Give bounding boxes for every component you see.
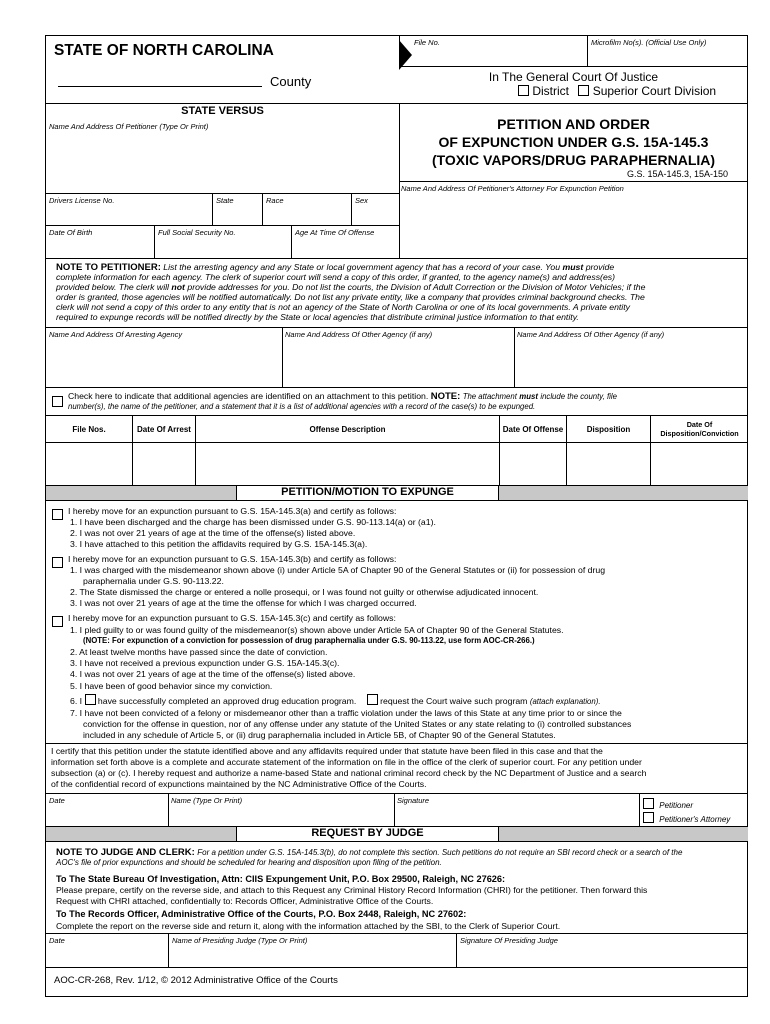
other-agency-1-label: Name And Address Of Other Agency (if any): [285, 330, 433, 339]
certify-line-1: I certify that this petition under the statute identified above and any affidavits required under that statute have been filed in this case and that the: [51, 746, 603, 756]
option-c-item-4: 4. I was not over 21 years of age at the time of the offense(s) listed above.: [70, 669, 356, 679]
waive-program-note: (attach explanation).: [529, 697, 601, 706]
note-text-3c: provide addresses for you. Do not list the courts, the Division of Adult Correction or the Division of Motor Vehicles; if the: [187, 282, 646, 292]
option-c-item-3: 3. I have not received a previous expunction under G.S. 15A-145.3(c).: [70, 658, 340, 668]
sbi-line-2: Request with CHRI attached, confidentially to: Records Officer, Administrative Office of the Courts.: [56, 896, 434, 906]
title-line-3: (TOXIC VAPORS/DRUG PARAPHERNALIA): [431, 152, 716, 168]
superior-label: Superior Court Division: [592, 84, 717, 98]
arresting-agency-label: Name And Address Of Arresting Agency: [49, 330, 183, 339]
state-label: State: [216, 196, 234, 205]
state-title: STATE OF NORTH CAROLINA: [54, 42, 274, 59]
file-no-label: File No.: [414, 38, 440, 47]
sbi-heading: To The State Bureau Of Investigation, Attn: CIIS Expungement Unit, P.O. Box 29500, Raleigh, NC 27626:: [56, 874, 506, 884]
judge-note-heading: NOTE TO JUDGE AND CLERK:: [56, 847, 195, 858]
certify-line-2: information set forth above is a complete and accurate statement of the information on file in the office of the clerk of superior court. For any petition under: [51, 757, 642, 767]
option-c-note: (NOTE: For expunction of a conviction for possession of drug paraphernalia under G.S. 90-113.22, use form AOC-CR-266.): [83, 636, 535, 645]
option-c-item-6-prefix: 6. I: [70, 696, 83, 706]
attachment-checkbox[interactable]: [52, 396, 63, 407]
other-agency-2-label: Name And Address Of Other Agency (if any): [517, 330, 665, 339]
cert-name-label: Name (Type Or Print): [171, 796, 243, 805]
option-b-checkbox[interactable]: [52, 557, 63, 568]
col-disposition: Disposition: [586, 424, 631, 434]
note-must: must: [562, 262, 584, 272]
option-a-item-1: 1. I have been discharged and the charge has been dismissed under G.S. 90-113.14(a) or (a1).: [70, 517, 436, 527]
judge-signature-label: Signature Of Presiding Judge: [460, 936, 558, 945]
file-no-field[interactable]: [414, 46, 586, 64]
option-a-checkbox[interactable]: [52, 509, 63, 520]
superior-checkbox[interactable]: [578, 85, 589, 96]
district-checkbox[interactable]: [518, 85, 529, 96]
attachment-text-c: The attachment: [462, 392, 517, 401]
option-c-item-5: 5. I have been of good behavior since my conviction.: [70, 681, 273, 691]
judge-note-line-1: [56, 847, 682, 858]
judge-date-label: Date: [49, 936, 65, 945]
arresting-agency-field[interactable]: [48, 340, 280, 386]
program-completed-label: have successfully completed an approved drug education program.: [97, 696, 357, 706]
note-not: not: [171, 282, 185, 292]
option-a-checkbox-wrap: [52, 506, 63, 524]
petitioner-name-field[interactable]: [49, 132, 397, 192]
option-a-item-2: 2. I was not over 21 years of age at the time of the offense(s) listed above.: [70, 528, 356, 538]
option-c-item-7c: included in any schedule of Article 5, or (ii) drug paraphernalia included in Article 5B, of Chapter 90 of the General Statutes.: [83, 730, 556, 740]
cert-name-field[interactable]: [170, 806, 392, 824]
col-offense-desc: Offense Description: [309, 424, 386, 434]
option-c-item-6: [70, 694, 601, 707]
option-c-checkbox[interactable]: [52, 616, 63, 627]
ssn-label: Full Social Security No.: [158, 228, 236, 237]
dob-label: Date Of Birth: [49, 228, 93, 237]
cert-signature-field[interactable]: [396, 806, 637, 824]
attorney-option-label: Petitioner's Attorney: [659, 815, 731, 824]
petitioner-option: [643, 798, 693, 810]
sex-label: Sex: [355, 196, 368, 205]
petition-section-title: PETITION/MOTION TO EXPUNGE: [236, 485, 499, 501]
option-a-item-3: 3. I have attached to this petition the affidavits required by G.S. 15A-145.3(a).: [70, 539, 368, 549]
note-line-6: required to expunge records will be notified directly by the State or local agencies that distribute criminal justice information to that entity.: [56, 312, 579, 322]
option-c-checkbox-wrap: [52, 613, 63, 631]
waive-program-label: request the Court waive such program: [380, 696, 528, 706]
note-line-3: [56, 282, 645, 292]
statute-ref: G.S. 15A-145.3, 15A-150: [627, 169, 729, 179]
note-provide: provide: [585, 262, 615, 272]
note-heading: NOTE TO PETITIONER:: [56, 262, 161, 273]
district-label: District: [532, 84, 570, 98]
age-label: Age At Time Of Offense: [295, 228, 375, 237]
request-section-title: REQUEST BY JUDGE: [236, 826, 499, 842]
title-line-2: OF EXPUNCTION UNDER G.S. 15A-145.3: [438, 134, 709, 150]
title-line-1: PETITION AND ORDER: [497, 116, 650, 132]
certify-line-4: of the confidential record of expunctions maintained by the NC Administrative Office of the Courts.: [51, 779, 427, 789]
attachment-note: NOTE:: [430, 391, 461, 402]
petitioner-name-label: Name And Address Of Petitioner (Type Or Print): [49, 122, 209, 131]
county-label: County: [270, 74, 312, 89]
petitioner-option-label: Petitioner: [659, 801, 694, 810]
cert-date-field[interactable]: [48, 806, 166, 824]
judge-note-line-2: AOC's file of prior expunctions and should be scheduled for hearing and disposition upon filing of the petition.: [56, 858, 442, 867]
col-date-arrest: Date Of Arrest: [137, 424, 191, 434]
judge-name-field[interactable]: [170, 946, 454, 966]
attorney-field[interactable]: [401, 194, 746, 256]
court-label: In The General Court Of Justice: [488, 70, 659, 84]
col-date-offense: Date Of Offense: [502, 424, 564, 434]
judge-note-text: For a petition under G.S. 15A-145.3(b), do not complete this section. Such petitions do not require an SBI record check or a search of the: [197, 848, 683, 857]
other-agency-1-field[interactable]: [284, 340, 512, 386]
attorney-option: [643, 812, 730, 824]
judge-name-label: Name of Presiding Judge (Type Or Print): [172, 936, 308, 945]
attachment-must: must: [519, 392, 538, 401]
microfilm-label: Microfilm No(s). (Official Use Only): [591, 38, 707, 47]
option-c-item-7a: 7. I have not been convicted of a felony or misdemeanor other than a traffic violation under the laws of this State at any time prior to or since the: [70, 708, 622, 718]
records-officer-line: Complete the report on the reverse side and return it, along with the information attached by the SBI, to the Clerk of Superior Court.: [56, 921, 561, 931]
other-agency-2-field[interactable]: [516, 340, 746, 386]
petitioner-checkbox[interactable]: [643, 798, 654, 809]
request-section-bar: [46, 826, 748, 842]
note-line-2: complete information for each agency. The clerk of superior court will send a copy of this order, if granted, to the agency name(s) and address(es): [56, 272, 616, 282]
drivers-license-label: Drivers License No.: [49, 196, 115, 205]
option-b-item-2: 2. The State dismissed the charge or entered a nolle prosequi, or I was found not guilty or otherwise adjudicated innocent.: [70, 587, 539, 597]
option-c-item-2: 2. At least twelve months have passed since the date of conviction.: [70, 647, 328, 657]
attachment-text-e: include the county, file: [540, 392, 617, 401]
petition-form: [45, 35, 748, 997]
race-label: Race: [266, 196, 284, 205]
option-c-item-1: 1. I pled guilty to or was found guilty of the misdemeanor(s) shown above under Article 5A of Chapter 90 of the General Statutes.: [70, 625, 564, 635]
sbi-line-1: Please prepare, certify on the reverse side, and attach to this Request any Criminal History Record Information (CHRI) for the petitioner. Then forward this: [56, 885, 648, 895]
option-c-heading: I hereby move for an expunction pursuant to G.S. 15A-145.3(c) and certify as follows:: [68, 613, 396, 623]
judge-signature-field[interactable]: [458, 946, 746, 966]
county-line[interactable]: [58, 86, 262, 87]
attachment-line-1: [68, 391, 617, 402]
table-row[interactable]: [47, 443, 747, 485]
note-line-5: clerk will not send a copy of this order to any entity that is not an agency of the State of North Carolina or one of its local governments. A private entity: [56, 302, 630, 312]
option-b-item-1b: paraphernalia under G.S. 90-113.22.: [83, 576, 224, 586]
attachment-checkbox-wrap: [52, 393, 63, 411]
option-a-heading: I hereby move for an expunction pursuant to G.S. 15A-145.3(a) and certify as follows:: [68, 506, 397, 516]
waive-program-checkbox[interactable]: [367, 694, 378, 705]
note-text-3a: provided below. The clerk will: [56, 282, 169, 292]
attachment-line-2: number(s), the name of the petitioner, and a statement that it is a list of additional agencies with a record of the case(s) to be expunged.: [68, 402, 536, 411]
certify-line-3: subsection (a) or (c). I hereby request and authorize a name-based State and national criminal record check by the NC Department of Justice and a search: [51, 768, 647, 778]
note-text-1: List the arresting agency and any State or local government agency that has a record of your case. You: [163, 262, 561, 272]
state-versus: STATE VERSUS: [181, 105, 264, 117]
col-file-nos: File Nos.: [72, 424, 106, 434]
form-title: [399, 115, 748, 169]
option-c-item-7b: conviction for the offense in question, nor of any offense under any statute of the United States or any state relating to (i) controlled substances: [83, 719, 632, 729]
attachment-text: Check here to indicate that additional agencies are identified on an attachment to this petition.: [68, 391, 429, 401]
cert-date-label: Date: [49, 796, 65, 805]
judge-date-field[interactable]: [48, 946, 166, 966]
col-date-disposition: Date Of Disposition/Conviction: [660, 420, 739, 438]
attorney-label: Name And Address Of Petitioner's Attorney For Expunction Petition: [401, 184, 624, 193]
records-officer-heading: To The Records Officer, Administrative Office of the Courts, P.O. Box 2448, Raleigh, NC 27602:: [56, 909, 467, 919]
attorney-checkbox[interactable]: [643, 812, 654, 823]
option-b-heading: I hereby move for an expunction pursuant to G.S. 15A-145.3(b) and certify as follows:: [68, 554, 397, 564]
form-footer: AOC-CR-268, Rev. 1/12, © 2012 Administrative Office of the Courts: [54, 975, 338, 986]
option-b-checkbox-wrap: [52, 554, 63, 572]
division-options: [518, 84, 716, 98]
program-completed-checkbox[interactable]: [85, 694, 96, 705]
cert-signature-label: Signature: [397, 796, 430, 805]
option-b-item-1a: 1. I was charged with the misdemeanor shown above (i) under Article 5A of Chapter 90 of the General Statutes or (ii) for possession of drug: [70, 565, 606, 575]
note-line-4: order is granted, those agencies will be notified automatically. Do not list any private entity, like a company that provides criminal background checks. The: [56, 292, 645, 302]
petition-section-bar: [46, 485, 748, 501]
option-b-item-3: 3. I was not over 21 years of age at the time the offense for which I was charged occurred.: [70, 598, 417, 608]
